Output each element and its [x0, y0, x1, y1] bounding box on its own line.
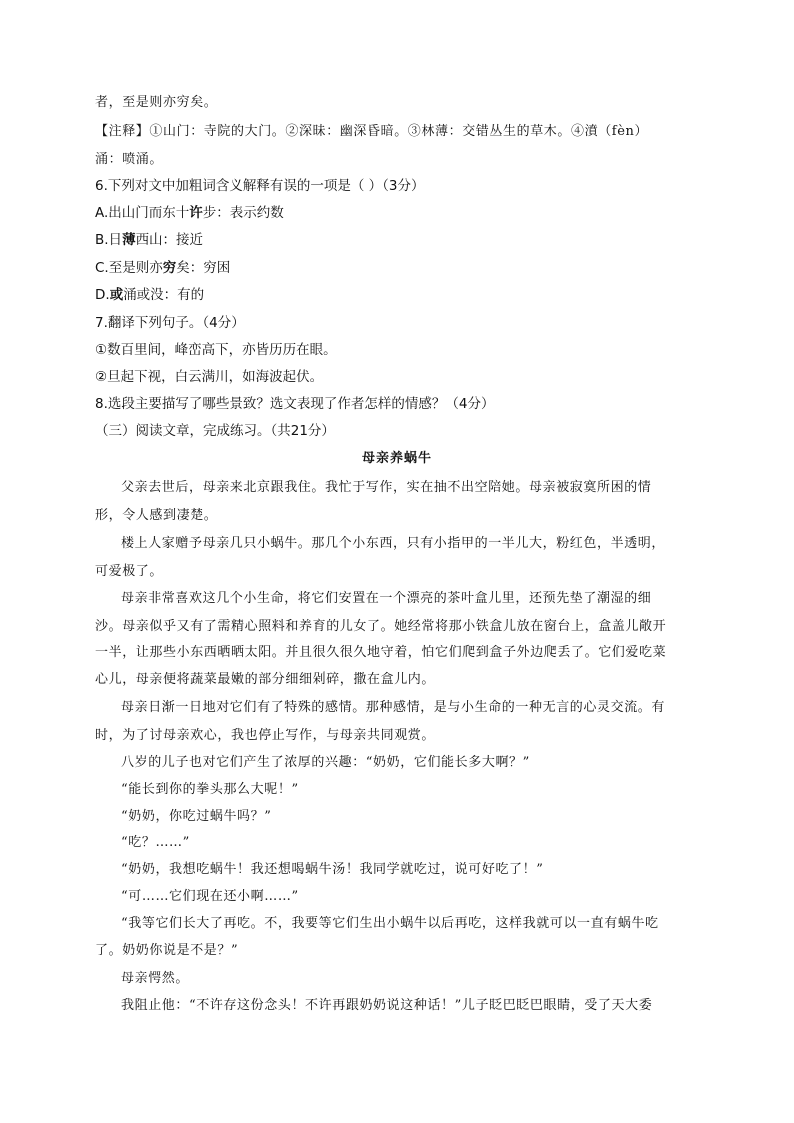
question-6-option-a — [95, 207, 284, 221]
article-line: 形，令人感到凄楚。 — [95, 508, 218, 523]
bold-word: 许 — [189, 205, 203, 221]
annotation-line: 涌：喷涌。 — [95, 152, 164, 167]
option-text: D. — [95, 287, 110, 303]
question-7-item-1: ①数百里间，峰峦高下，亦皆历历在眼。 — [95, 342, 337, 358]
article-line: 父亲去世后，母亲来北京跟我住。我忙于写作，实在抽不出空陪她。母亲被寂寞所困的情 — [121, 480, 652, 495]
question-6-option-c — [95, 262, 230, 276]
annotation-line: 【注释】①山门：寺院的大门。②深昧：幽深昏暗。③林薄：交错丛生的草木。④濆（fèn） — [95, 124, 649, 139]
article-line: “能长到你的拳头那么大呢！” — [121, 782, 299, 797]
article-line: “可……它们现在还小啊……” — [121, 889, 299, 904]
article-line: 我阻止他：“不许存这份念头！不许再跟奶奶说这种话！”儿子眨巴眨巴眼睛，受了天大委 — [121, 998, 653, 1013]
passage-line: 者，至是则亦穷矣。 — [95, 95, 218, 110]
bold-word: 或 — [109, 287, 124, 303]
article-line: “奶奶，我想吃蜗牛！我还想喝蜗牛汤！我同学就吃过，说可好吃了！” — [121, 862, 544, 877]
article-line: 八岁的儿子也对它们产生了浓厚的兴趣：“奶奶，它们能长多大啊？” — [121, 755, 530, 770]
article-line: 沙。母亲似乎又有了需精心照料和养育的儿女了。她经常将那小铁盒儿放在窗台上，盒盖儿敞开 — [95, 619, 667, 634]
article-line: 可爱极了。 — [95, 564, 164, 579]
article-line: 时，为了讨母亲欢心，我也停止写作，与母亲共同观赏。 — [95, 728, 436, 743]
option-text: 西山：接近 — [135, 232, 204, 248]
section-heading: （三）阅读文章，完成练习。（共21分） — [95, 423, 335, 439]
article-title: 母亲养蜗牛 — [361, 451, 432, 466]
question-7-stem: 7.翻译下列句子。（4分） — [95, 315, 245, 331]
question-6-option-b — [95, 234, 203, 248]
option-text: 矣：穷困 — [176, 260, 231, 276]
question-8-stem: 8.选段主要描写了哪些景致？选文表现了作者怎样的情感？（4分） — [95, 396, 495, 412]
article-line: 楼上人家赠予母亲几只小蜗牛。那几个小东西，只有小指甲的一半儿大，粉红色，半透明， — [121, 536, 666, 551]
article-line: 一半，让那些小东西晒晒太阳。并且很久很久地守着，怕它们爬到盒子外边爬丢了。它们爱吃菜 — [95, 645, 667, 660]
question-6-stem: 6.下列对文中加粗词含义解释有误的一项是（ ）（3分） — [95, 178, 425, 194]
article-line: 母亲日渐一日地对它们有了特殊的感情。那种感情，是与小生命的一种无言的心灵交流。有 — [121, 700, 666, 715]
option-text: C.至是则亦 — [95, 260, 163, 276]
article-line: 了。奶奶你说是不是？” — [95, 943, 239, 958]
option-text: 步：表示约数 — [202, 205, 284, 221]
question-6-option-d — [95, 289, 204, 303]
bold-word: 穷 — [162, 260, 177, 276]
option-text: 涌或没：有的 — [123, 287, 205, 303]
article-line: 心儿，母亲便将蔬菜最嫩的部分细细剁碎，撒在盒儿内。 — [95, 672, 436, 687]
article-line: “吃？……” — [121, 835, 190, 850]
article-line: “奶奶，你吃过蜗牛吗？” — [121, 809, 272, 824]
article-line: “我等它们长大了再吃。不，我要等它们生出小蜗牛以后再吃，这样我就可以一直有蜗牛吃 — [121, 916, 659, 931]
question-7-item-2: ②旦起下视，白云满川，如海波起伏。 — [95, 369, 324, 385]
article-line: 母亲非常喜欢这几个小生命，将它们安置在一个漂亮的茶叶盒儿里，还预先垫了潮湿的细 — [121, 591, 652, 606]
option-text: B.日 — [95, 232, 123, 248]
option-text: A.出山门而东十 — [95, 205, 190, 221]
article-line: 母亲愕然。 — [121, 971, 190, 986]
bold-word: 薄 — [122, 232, 136, 248]
